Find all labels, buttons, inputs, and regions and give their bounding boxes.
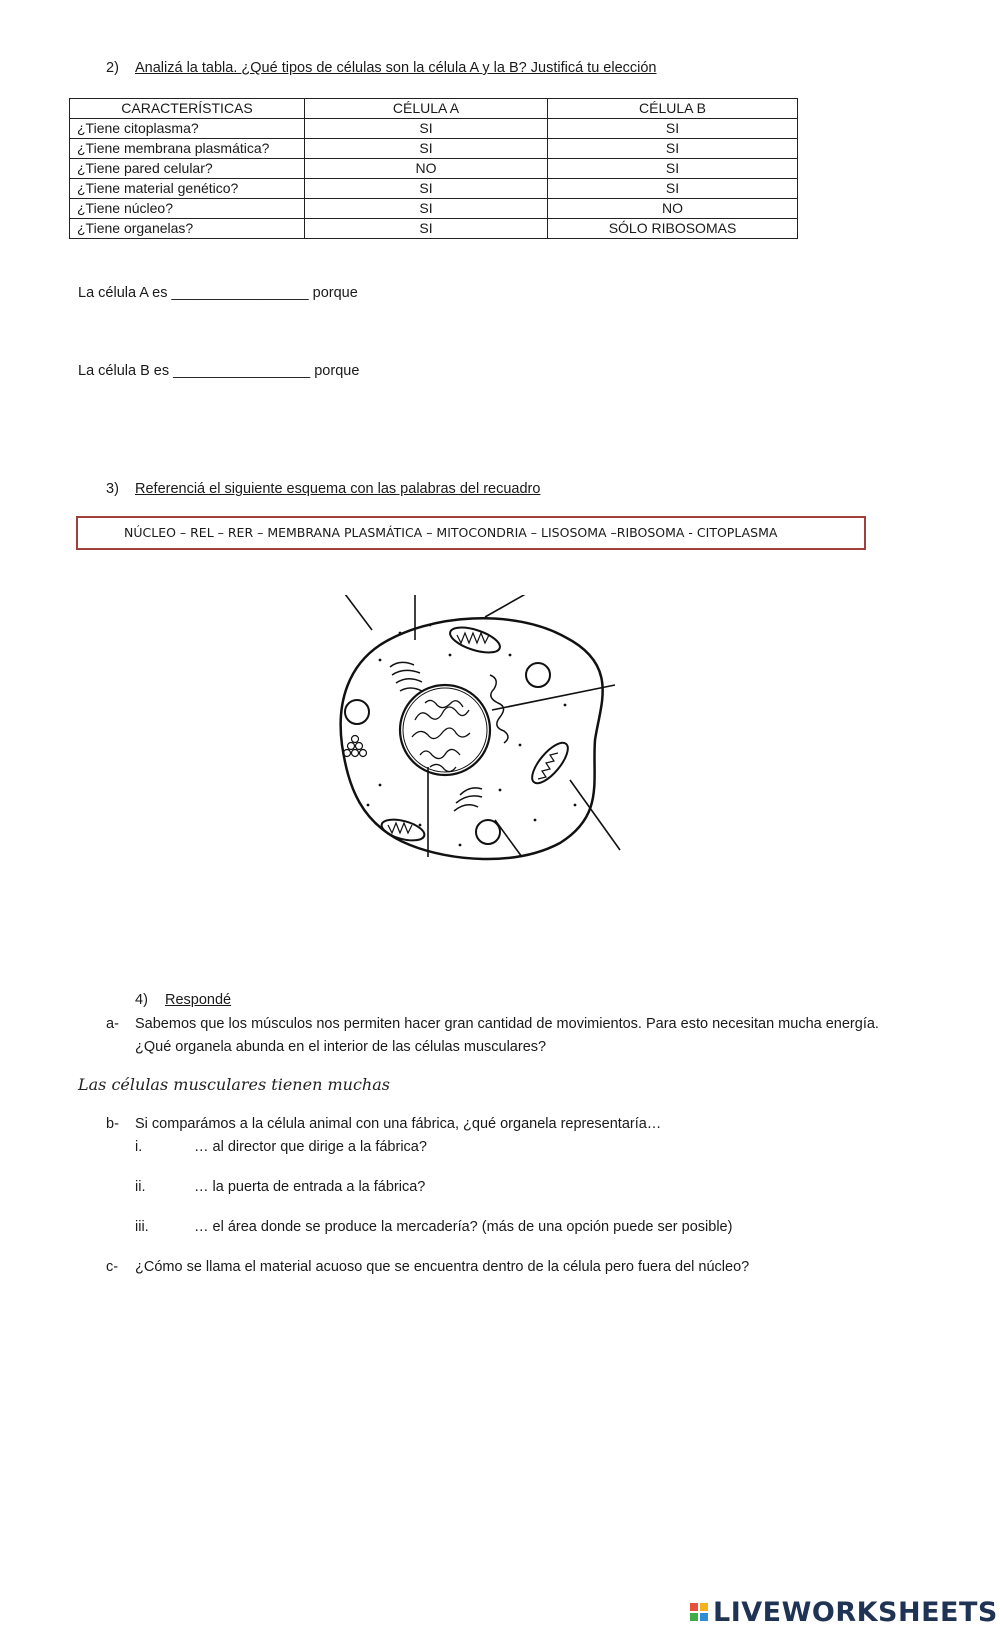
- table-row: [70, 139, 798, 159]
- row-question: ¿Tiene membrana plasmática?: [70, 139, 305, 159]
- q2-number: 2): [106, 60, 119, 76]
- q4a-answer[interactable]: Las células musculares tienen muchas: [78, 1075, 390, 1094]
- lysosome: [345, 700, 369, 724]
- row-cell-b: SI: [548, 159, 798, 179]
- golgi: [390, 662, 422, 691]
- animal-cell-diagram: [320, 595, 660, 895]
- q4c-label: c-: [106, 1259, 119, 1275]
- logo-squares-icon: [690, 1603, 708, 1621]
- logo-text: LIVEWORKSHEETS: [713, 1596, 998, 1628]
- table-row: [70, 199, 798, 219]
- table-row: [70, 219, 798, 239]
- lysosome: [526, 663, 550, 687]
- characteristics-table: [69, 98, 798, 239]
- header-characteristics: CARACTERÍSTICAS: [70, 99, 305, 119]
- lysosome: [476, 820, 500, 844]
- chromatin: [412, 700, 470, 771]
- q4b-item-text: … el área donde se produce la mercadería? (más de una opción puede ser posible): [194, 1219, 733, 1235]
- row-cell-b: SI: [548, 179, 798, 199]
- answer-cell-a[interactable]: La célula A es _________________ porque: [78, 285, 358, 301]
- row-cell-b: SI: [548, 139, 798, 159]
- mitochondrion: [379, 816, 426, 845]
- row-question: ¿Tiene pared celular?: [70, 159, 305, 179]
- row-cell-b: SÓLO RIBOSOMAS: [548, 219, 798, 239]
- q3-prompt: Referenciá el siguiente esquema con las palabras del recuadro: [135, 481, 541, 497]
- q4b-item-number: ii.: [135, 1179, 146, 1195]
- row-cell-a: SI: [305, 119, 548, 139]
- mitochondrion: [447, 622, 503, 657]
- q4a-line2: ¿Qué organela abunda en el interior de las células musculares?: [135, 1039, 547, 1055]
- word-bank-box: NÚCLEO – REL – RER – MEMBRANA PLASMÁTICA – MITOCONDRIA – LISOSOMA –RIBOSOMA - CITOPLASMA: [76, 516, 866, 550]
- row-cell-a: SI: [305, 199, 548, 219]
- row-question: ¿Tiene material genético?: [70, 179, 305, 199]
- logo-square: [690, 1613, 698, 1621]
- q4a-line1: Sabemos que los músculos nos permiten hacer gran cantidad de movimientos. Para esto necesitan mucha energía.: [135, 1016, 879, 1032]
- row-cell-b: NO: [548, 199, 798, 219]
- q4b-item-number: i.: [135, 1139, 143, 1155]
- q4-title: Respondé: [165, 992, 232, 1008]
- table-row: [70, 179, 798, 199]
- row-cell-a: SI: [305, 179, 548, 199]
- q4b-item-text: … la puerta de entrada a la fábrica?: [194, 1179, 426, 1195]
- row-cell-a: NO: [305, 159, 548, 179]
- q4b-label: b-: [106, 1116, 119, 1132]
- q2-prompt: Analizá la tabla. ¿Qué tipos de células son la célula A y la B? Justificá tu elección: [135, 60, 657, 76]
- header-cell-a: CÉLULA A: [305, 99, 548, 119]
- q4-number: 4): [135, 992, 148, 1008]
- q4b-prompt: Si comparámos a la célula animal con una fábrica, ¿qué organela representaría…: [135, 1116, 662, 1132]
- cell-membrane: [341, 618, 603, 859]
- row-question: ¿Tiene organelas?: [70, 219, 305, 239]
- table-row: [70, 159, 798, 179]
- answer-cell-b[interactable]: La célula B es _________________ porque: [78, 363, 360, 379]
- row-cell-a: SI: [305, 219, 548, 239]
- header-cell-b: CÉLULA B: [548, 99, 798, 119]
- logo-square: [700, 1613, 708, 1621]
- q3-number: 3): [106, 481, 119, 497]
- q4b-item-text: … al director que dirige a la fábrica?: [194, 1139, 427, 1155]
- table-header-row: [70, 99, 798, 119]
- row-question: ¿Tiene núcleo?: [70, 199, 305, 219]
- q4c-prompt: ¿Cómo se llama el material acuoso que se encuentra dentro de la célula pero fuera del núcleo?: [135, 1259, 750, 1275]
- q4b-item-number: iii.: [135, 1219, 149, 1235]
- row-question: ¿Tiene citoplasma?: [70, 119, 305, 139]
- row-cell-a: SI: [305, 139, 548, 159]
- liveworksheets-logo: [690, 1595, 998, 1629]
- mitochondrion: [526, 737, 573, 788]
- q4a-label: a-: [106, 1016, 119, 1032]
- logo-square: [690, 1603, 698, 1611]
- logo-square: [700, 1603, 708, 1611]
- row-cell-b: SI: [548, 119, 798, 139]
- table-row: [70, 119, 798, 139]
- golgi: [454, 788, 482, 811]
